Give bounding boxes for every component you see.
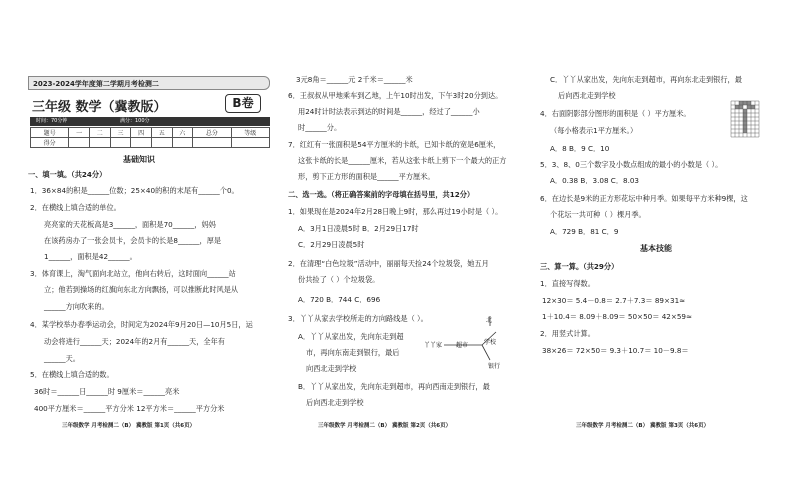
question-line: ______方向吹来的。 (44, 302, 109, 311)
question-line: 3元8角＝______元 2千米＝______米 (296, 75, 413, 84)
score-header: 四 (131, 128, 152, 138)
shaded-cell (739, 101, 743, 105)
shaded-cell (747, 105, 751, 109)
answer-option[interactable]: A．720 B．744 C．696 (298, 295, 381, 304)
question-line: 2．在清理“白色垃圾”活动中，丽丽每天捡24个垃圾袋，她五月 (288, 259, 489, 268)
question-line: 4．右面阴影部分图形的面积是（ ）平方厘米。 (540, 109, 691, 118)
score-cell[interactable] (172, 138, 193, 148)
calc-row: 38×26＝ 72×50＝ 9.3＋10.7＝ 10－9.8＝ (542, 346, 689, 355)
page-title: 三年级 数学（冀教版） (32, 100, 167, 115)
answer-option[interactable]: C．2月29日凌晨5时 (298, 240, 365, 249)
question-line: 1．直接写得数。 (540, 279, 595, 288)
question-line: 在该药房办了一张会员卡，会员卡的长是8______，厚是 (44, 236, 222, 245)
exam-meta-bar (30, 117, 270, 126)
question-line: 个花坛一共可种（ ）棵月季。 (550, 210, 646, 219)
exam-time: 时间：70分钟 (36, 118, 68, 124)
map-label-school: 学校 (484, 339, 497, 346)
score-row-label: 得分 (31, 138, 69, 148)
question-line: 1______，面积是42______。 (44, 252, 137, 261)
answer-option[interactable]: C．丫丫从家出发，先向东走到超市，再向东北走到银行，最 (550, 75, 742, 84)
question-line: 5．在横线上填合适的数。 (30, 370, 114, 379)
question-line: 3．丫丫从家去学校所走的方向路线是（ ）。 (288, 314, 428, 323)
question-line: 时______分。 (298, 123, 342, 132)
shaded-cell (743, 113, 747, 117)
answer-option[interactable]: A．0.38 B．3.08 C．8.03 (550, 176, 640, 185)
answer-option[interactable]: A．729 B．81 C．9 (550, 227, 619, 236)
question-line: 6．王叔叔从甲地乘车到乙地，上午10时出发，下午3时20分到达。 (288, 91, 503, 100)
answer-option-cont: 后向西北走到学校 (558, 91, 616, 100)
shaded-cell (743, 117, 747, 121)
question-line: 1．如果现在是2024年2月28日晚上9时，那么再过19小时是（ ）。 (288, 207, 503, 216)
page-footer: 三年级数学 月考检测二（B） 冀教版 第3页（共6页） (576, 423, 710, 429)
question-line: ______天。 (44, 354, 80, 363)
question-line: 5．3、8、0三个数字及小数点组成的最小的小数是（ ）。 (540, 160, 723, 169)
score-header: 三 (110, 128, 131, 138)
question-line: 3．体育课上，淘气面向北站立，他向右转后，这时面向______站 (30, 269, 236, 278)
map-label-market: 超市 (456, 342, 469, 349)
score-cell[interactable] (231, 138, 269, 148)
question-line: 动会将进行______天；2024年的2月有______天，全年有 (44, 337, 225, 346)
score-header: 六 (172, 128, 193, 138)
page-footer: 三年级数学 月考检测二（B） 冀教版 第1页（共6页） (62, 423, 196, 429)
question-line: 亮亮家的天花板高是3______，面积是70______，妈妈 (44, 220, 216, 229)
question-line: （每小格表示1平方厘米。） (550, 126, 638, 135)
score-cell[interactable] (89, 138, 110, 148)
calc-row: 12×30＝ 5.4－0.8＝ 2.7＋7.3＝ 89×31≈ (542, 296, 686, 305)
score-cell[interactable] (69, 138, 90, 148)
answer-option-cont: 向西北走到学校 (306, 364, 357, 373)
shaded-cell (747, 101, 751, 105)
answer-option[interactable]: A．8 B．9 C．10 (550, 144, 610, 153)
score-header: 五 (151, 128, 172, 138)
section-basic-skills: 基本技能 (640, 244, 672, 253)
answer-option[interactable]: A．3月1日凌晨5时 B．2月29日17时 (298, 224, 419, 233)
shaded-grid-figure (730, 100, 762, 140)
question-line: 立；他若到操场的红旗向东北方向飘扬，可以推断此时风是从 (44, 285, 239, 294)
exam-full-score: 满分：100分 (120, 118, 150, 124)
paper-badge: B卷 (225, 94, 261, 113)
question-line: 二、选一选。（将正确答案前的字母填在括号里，共12分） (288, 190, 475, 199)
page-footer: 三年级数学 月考检测二（B） 冀教版 第2页（共6页） (318, 423, 452, 429)
question-line: 这张卡纸的长是______厘米，若从这张卡纸上剪下一个最大的正方 (298, 156, 507, 165)
score-header: 题号 (31, 128, 69, 138)
answer-option[interactable]: B．丫丫从家出发，先向东走到超市，再向西南走到银行，最 (298, 382, 490, 391)
score-header-row (31, 128, 270, 138)
shaded-cell (743, 129, 747, 133)
score-header: 一 (69, 128, 90, 138)
score-row (31, 138, 270, 148)
score-cell[interactable] (193, 138, 231, 148)
score-header: 总分 (193, 128, 231, 138)
question-line: 一、填一填。（共24分） (28, 170, 107, 179)
year-title-bar (28, 76, 270, 90)
score-table (30, 127, 270, 148)
shaded-cell (743, 125, 747, 129)
route-map-diagram (424, 314, 514, 370)
question-line: 6．在边长是9米的正方形花坛中种月季。如果每平方米种9棵，这 (540, 194, 748, 203)
year-title: 2023-2024学年度第二学期月考检测二 (33, 80, 159, 88)
question-line: 36时＝______日______时 9厘米＝______亮米 (34, 387, 180, 396)
question-line: 2．在横线上填合适的单位。 (30, 203, 121, 212)
shaded-cell (743, 109, 747, 113)
answer-option[interactable]: A．丫丫从家出发，先向东走到超 (298, 332, 404, 341)
shaded-cell (743, 101, 747, 105)
question-line: 形，剪下正方形的面积是______平方厘米。 (298, 172, 435, 181)
question-line: 2．用竖式计算。 (540, 329, 595, 338)
score-cell[interactable] (151, 138, 172, 148)
question-line: 400平方厘米＝______平方分米 12平方米＝______平方分米 (34, 404, 225, 413)
score-cell[interactable] (131, 138, 152, 148)
question-line: 1．36×84的积是______位数；25×40的积的末尾有______个0。 (30, 186, 239, 195)
map-label-bank: 银行 (488, 363, 501, 370)
section-basic-knowledge: 基础知识 (123, 155, 155, 164)
map-label-home: 丫丫家 (424, 342, 443, 349)
answer-option-cont: 后向西北走到学校 (306, 398, 364, 407)
shaded-cell (735, 105, 739, 109)
shaded-cell (751, 105, 755, 109)
question-line: 三、算一算。（共29分） (540, 262, 619, 271)
question-line: 4．某学校举办春季运动会，时间定为2024年9月20日—10月5日，运 (30, 320, 253, 329)
score-header: 等级 (231, 128, 269, 138)
question-line: 7．红红有一张面积是54平方厘米的卡纸，已知卡纸的宽是6厘米， (288, 140, 501, 149)
calc-row: 1＋10.4＝ 8.09＋8.09＝ 50×50＝ 42×59≈ (542, 312, 693, 321)
question-line: 份共捡了（ ）个垃圾袋。 (298, 275, 380, 284)
answer-option-cont: 市，再向东南走到银行，最后 (306, 348, 400, 357)
shaded-cell (739, 105, 743, 109)
score-cell[interactable] (110, 138, 131, 148)
shaded-cell (743, 121, 747, 125)
question-line: 用24时计时法表示到达的时间是______，经过了______小 (298, 107, 480, 116)
score-header: 二 (89, 128, 110, 138)
map-label-north: 北 (486, 317, 493, 324)
